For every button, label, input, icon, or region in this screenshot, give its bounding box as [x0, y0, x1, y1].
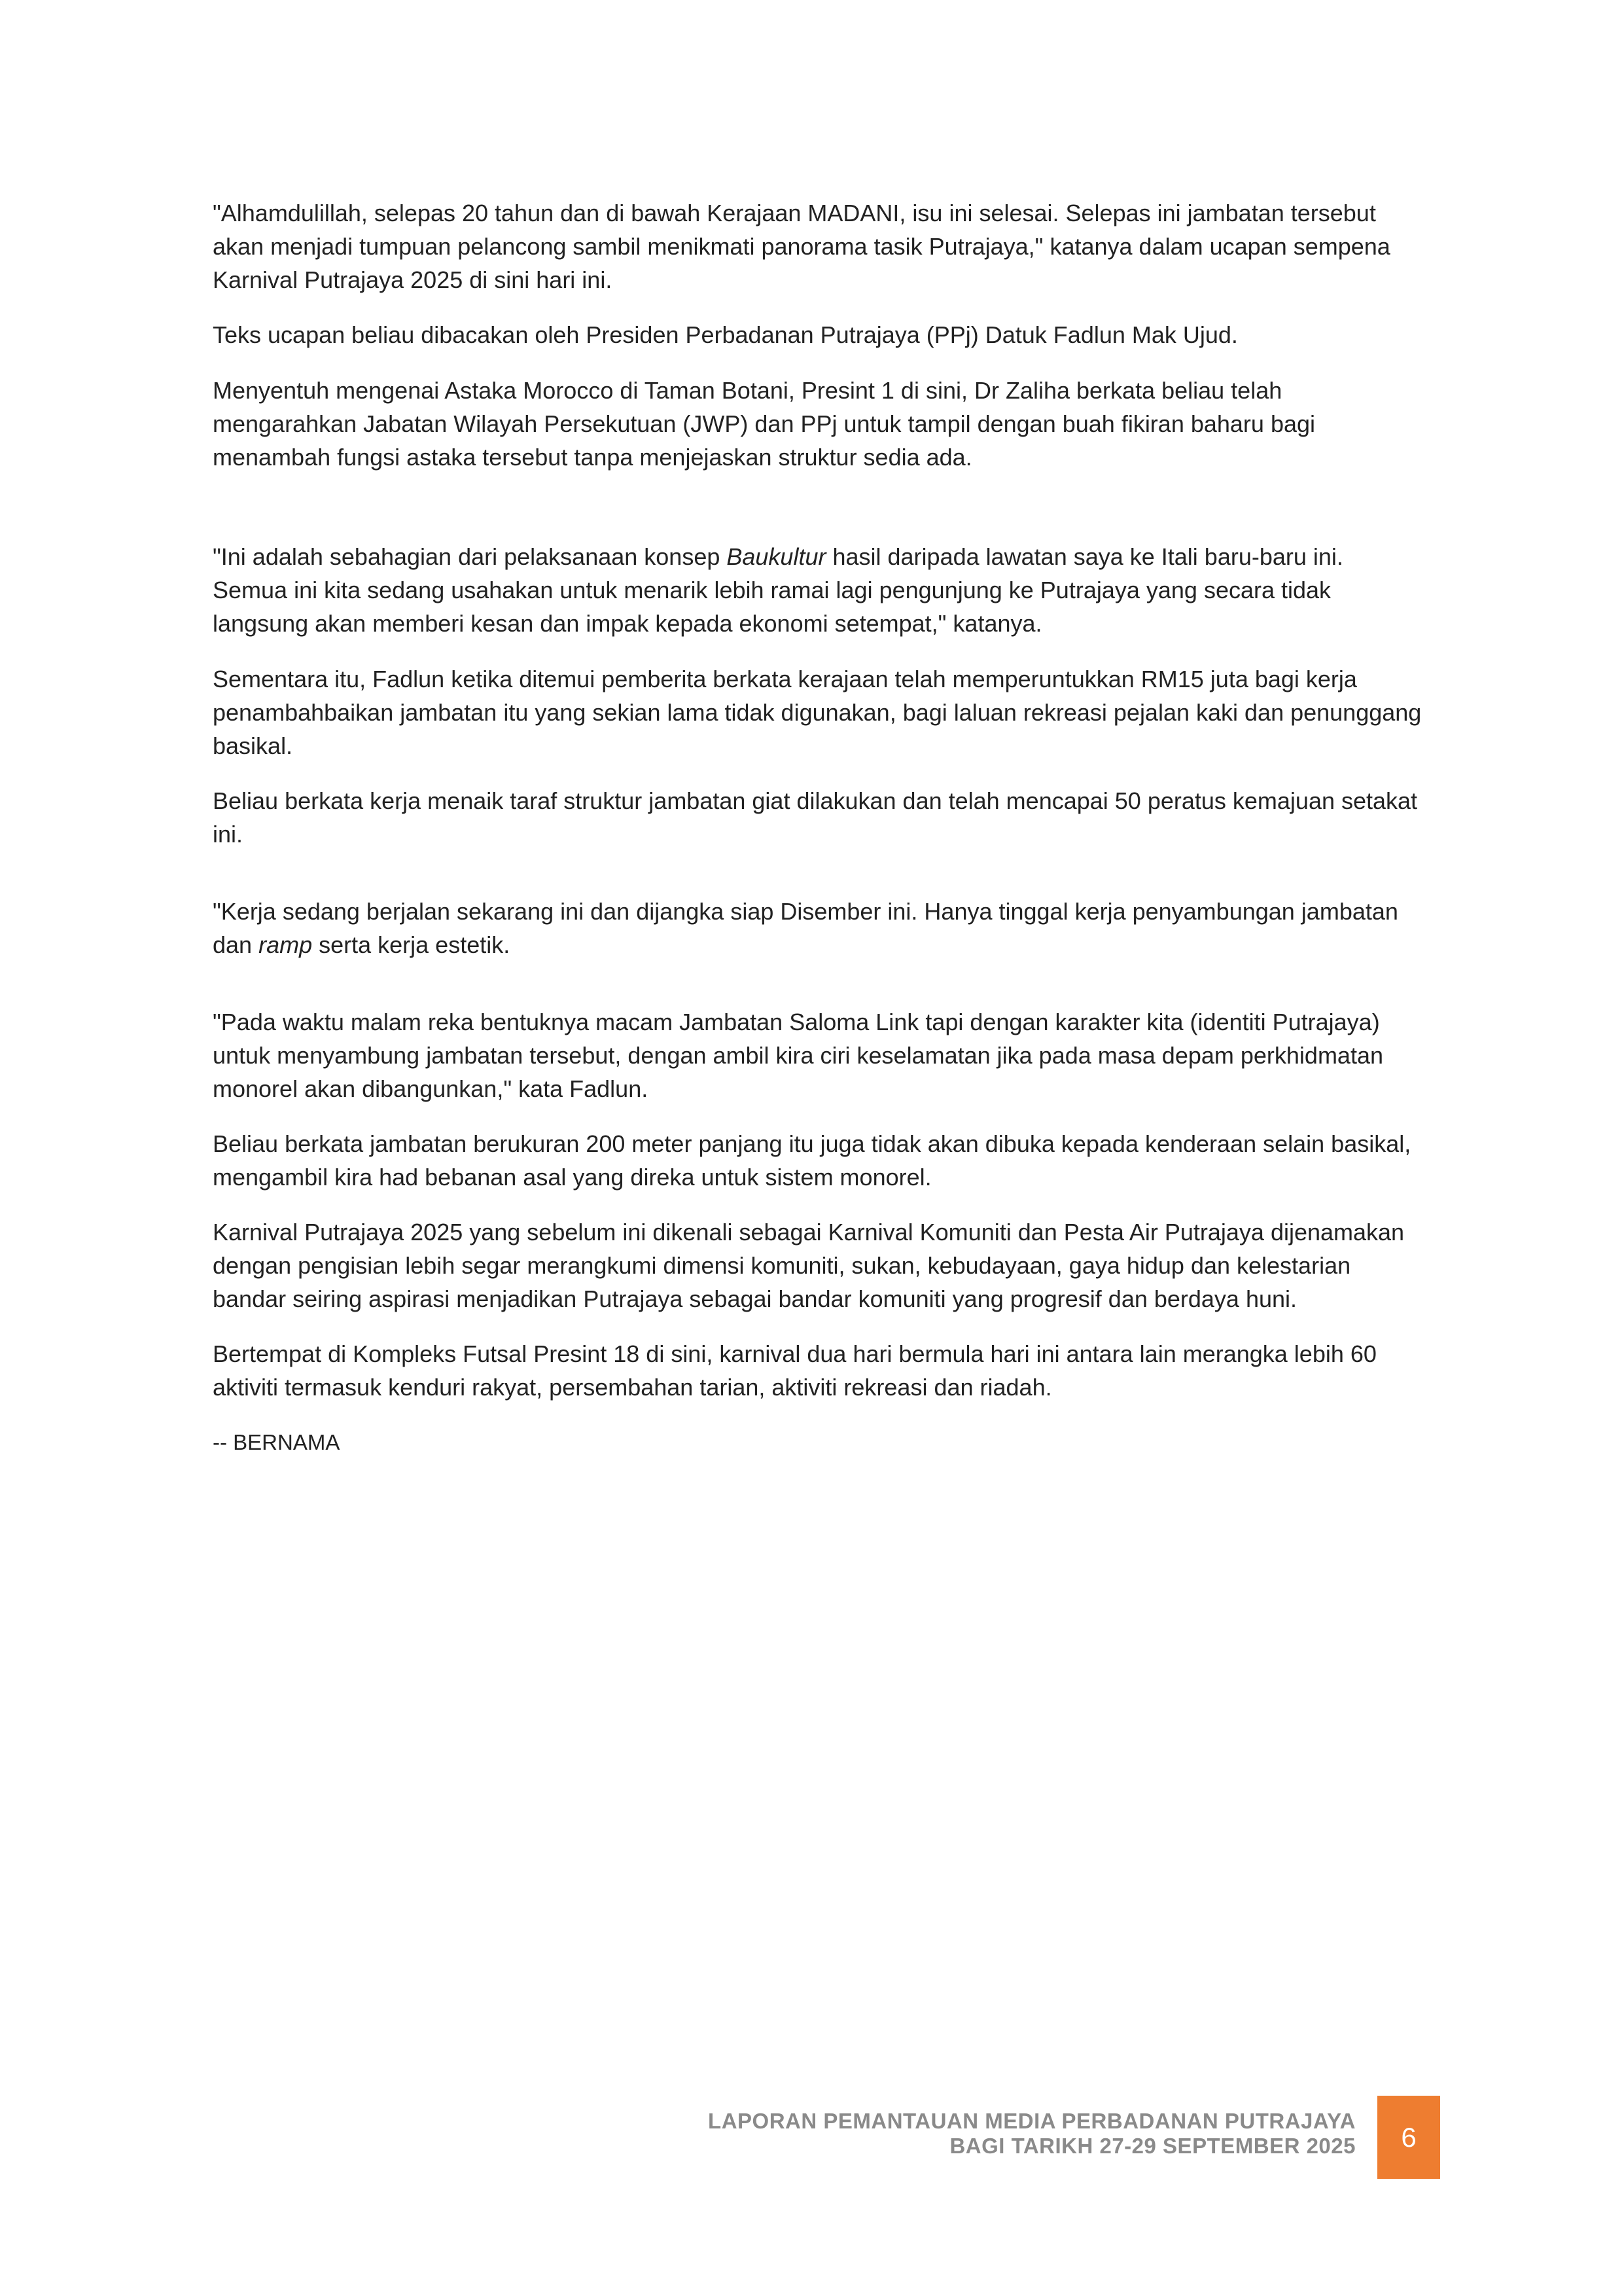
- paragraph-7-end: serta kerja estetik.: [312, 931, 510, 958]
- paragraph-7-emphasis: ramp: [258, 931, 313, 958]
- byline: -- BERNAMA: [213, 1430, 340, 1454]
- paragraph-7: [213, 895, 1423, 961]
- paragraph-7-start: "Kerja sedang berjalan sekarang ini dan dijangka siap Disember ini. Hanya tinggal kerja penyambungan jambatan dan: [213, 898, 1398, 958]
- paragraph-4-start: "Ini adalah sebahagian dari pelaksanaan konsep: [213, 543, 727, 570]
- paragraph-9: Beliau berkata jambatan berukuran 200 meter panjang itu juga tidak akan dibuka kepada kenderaan selain basikal, mengambil kira had bebanan asal yang direka untuk sistem monorel.: [213, 1130, 1411, 1191]
- footer-title: LAPORAN PEMANTAUAN MEDIA PERBADANAN PUTRAJAYA: [708, 2109, 1356, 2133]
- report-footer: [571, 2109, 1356, 2159]
- paragraph-4-emphasis: Baukultur: [726, 543, 826, 570]
- paragraph-4-end: hasil daripada lawatan saya ke Itali baru-baru ini. Semua ini kita sedang usahakan untuk menarik lebih ramai lagi pengunjung ke Putrajaya yang secara tidak langsung akan memberi kesan dan impak kepada ekonomi setempat," katanya.: [213, 543, 1343, 637]
- paragraph-2: Teks ucapan beliau dibacakan oleh Presiden Perbadanan Putrajaya (PPj) Datuk Fadlun Mak Ujud.: [213, 321, 1238, 348]
- article-body: [213, 196, 1423, 1459]
- paragraph-10: Karnival Putrajaya 2025 yang sebelum ini dikenali sebagai Karnival Komuniti dan Pesta Air Putrajaya dijenamakan dengan pengisian lebih segar merangkumi dimensi komuniti, sukan, kebudayaan, gaya hidup dan kelestarian bandar seiring aspirasi menjadikan Putrajaya sebagai bandar komuniti yang progresif dan berdaya huni.: [213, 1219, 1405, 1312]
- footer-date-range: BAGI TARIKH 27-29 SEPTEMBER 2025: [949, 2134, 1356, 2158]
- page-number-badge: [1377, 2096, 1440, 2179]
- paragraph-6: Beliau berkata kerja menaik taraf struktur jambatan giat dilakukan dan telah mencapai 50 peratus kemajuan setakat ini.: [213, 787, 1418, 848]
- paragraph-1: "Alhamdulillah, selepas 20 tahun dan di bawah Kerajaan MADANI, isu ini selesai. Selepas ini jambatan tersebut akan menjadi tumpuan pelancong sambil menikmati panorama tasik Putrajaya," katanya dalam ucapan sempena Karnival Putrajaya 2025 di sini hari ini.: [213, 200, 1390, 293]
- paragraph-4: [213, 540, 1423, 640]
- paragraph-3: Menyentuh mengenai Astaka Morocco di Taman Botani, Presint 1 di sini, Dr Zaliha berkata beliau telah mengarahkan Jabatan Wilayah Persekutuan (JWP) dan PPj untuk tampil dengan buah fikiran baharu bagi menambah fungsi astaka tersebut tanpa menjejaskan struktur sedia ada.: [213, 377, 1316, 471]
- paragraph-8: "Pada waktu malam reka bentuknya macam Jambatan Saloma Link tapi dengan karakter kita (identiti Putrajaya) untuk menyambung jambatan tersebut, dengan ambil kira ciri keselamatan jika pada masa depam perkhidmatan monorel akan dibangunkan," kata Fadlun.: [213, 1009, 1383, 1102]
- paragraph-11: Bertempat di Kompleks Futsal Presint 18 di sini, karnival dua hari bermula hari ini antara lain merangka lebih 60 aktiviti termasuk kenduri rakyat, persembahan tarian, aktiviti rekreasi dan riadah.: [213, 1340, 1377, 1401]
- page-number: 6: [1401, 2121, 1417, 2153]
- paragraph-5: Sementara itu, Fadlun ketika ditemui pemberita berkata kerajaan telah memperuntukkan RM15 juta bagi kerja penambahbaikan jambatan itu yang sekian lama tidak digunakan, bagi laluan rekreasi pejalan kaki dan penunggang basikal.: [213, 666, 1422, 759]
